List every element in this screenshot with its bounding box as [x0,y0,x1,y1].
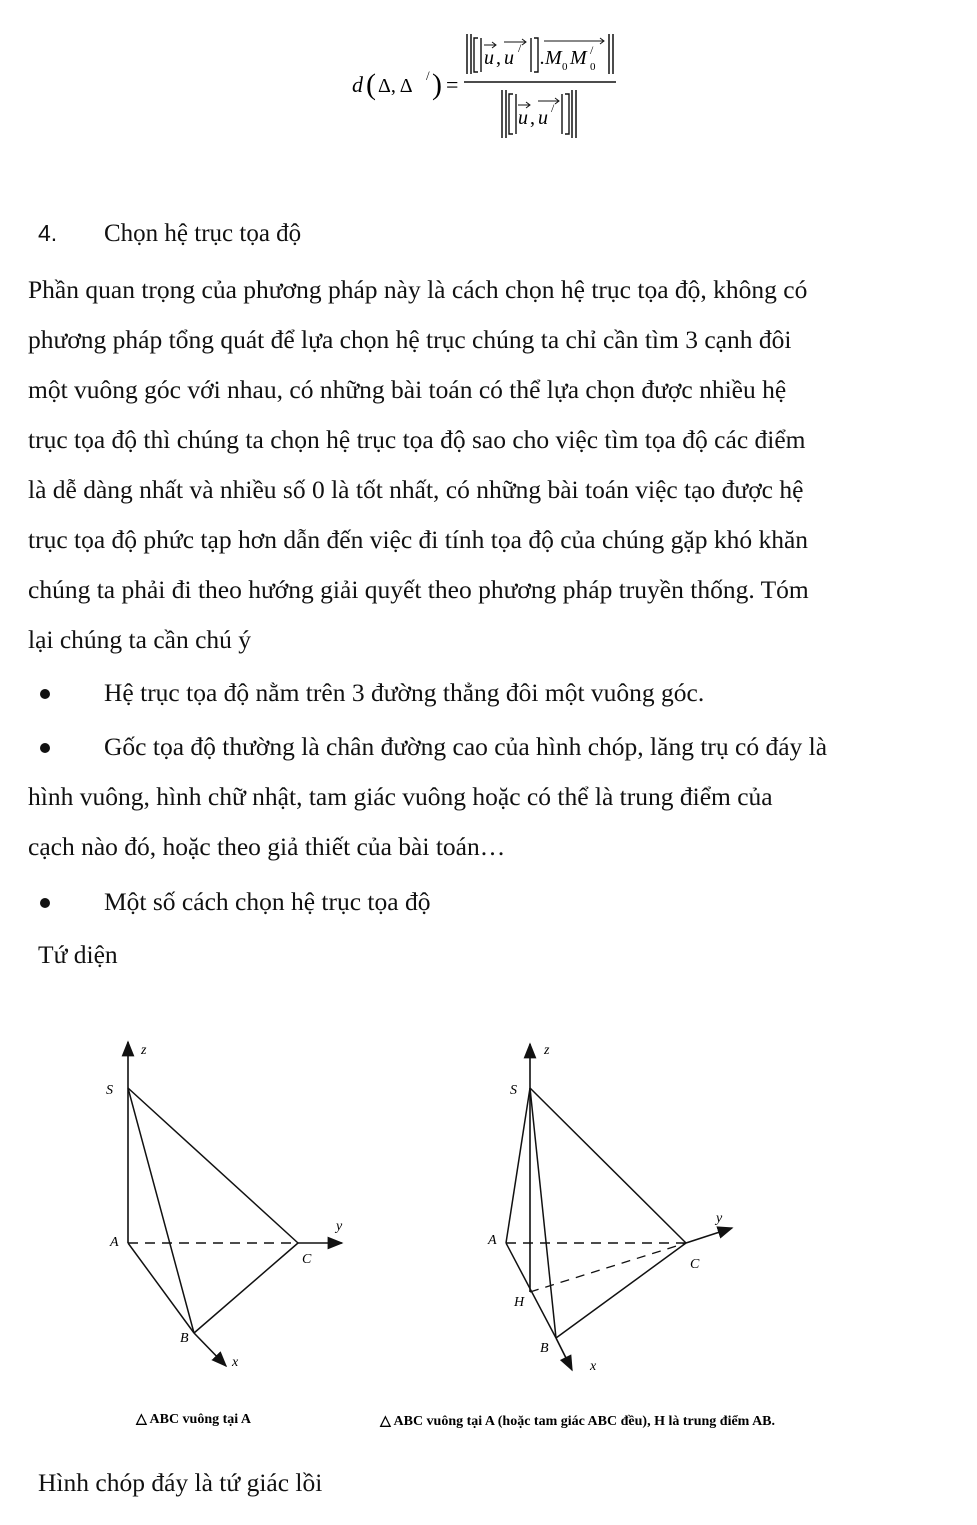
heading-number: 4. [38,220,58,246]
formula-d: d [352,72,363,97]
heading-title: Chọn hệ trục tọa độ [104,220,302,247]
bullet-item [28,877,953,927]
paragraph-line: chúng ta phải đi theo hướng giải quyết theo phương pháp truyền thống. Tóm [28,575,809,604]
bullet-continuation: hình vuông, hình chữ nhật, tam giác vuông hoặc có thể là trung điểm của [28,782,773,811]
footer-label: Hình chóp đáy là tứ giác lồi [38,1468,323,1497]
label-s: S [510,1083,517,1098]
paragraph-line: một vuông góc với nhau, có những bài toán có thể lựa chọn được nhiều hệ [28,375,787,404]
bullet-text: Hệ trục tọa độ nằm trên 3 đường thẳng đôi một vuông góc. [104,678,705,707]
formula-u-prime-mark: / [518,41,522,55]
bullet-dot-icon [40,689,50,699]
formula-prime: / [426,68,430,83]
paragraph-line: Phần quan trọng của phương pháp này là cách chọn hệ trục tọa độ, không có [28,275,808,304]
label-h: H [514,1295,525,1310]
main-paragraph [28,265,953,665]
bullet-text: Gốc tọa độ thường là chân đường cao của hình chóp, lăng trụ có đáy là [104,732,828,761]
bullet-continuation: cạch nào đó, hoặc theo giả thiết của bài toán… [28,832,506,861]
label-a: A [110,1235,119,1250]
formula-dot-m: .M [540,47,562,69]
label-s: S [106,1083,113,1098]
distance-formula-graphic [350,30,650,145]
bullet-text: Một số cách chọn hệ trục tọa độ [104,887,431,916]
figure-left-caption: △ ABC vuông tại A [136,1412,252,1427]
label-b: B [180,1331,189,1346]
formula-paren-close: ) [432,68,442,101]
label-z: z [544,1043,550,1058]
formula-equals: = [446,72,459,97]
section-label: Tứ diện [38,940,118,969]
section-heading [38,220,301,248]
bullet-dot-icon [40,743,50,753]
label-c: C [690,1257,700,1272]
formula-den-u-prime: u [538,107,548,129]
paragraph-line: phương pháp tổng quát để lựa chọn hệ trục chúng ta chỉ cần tìm 3 cạnh đôi [28,325,792,354]
figure-right [487,1043,732,1374]
label-y: y [336,1219,343,1234]
bullet-dot-icon [40,898,50,908]
paragraph-line: là dễ dàng nhất và nhiều số 0 là tốt nhất, có những bài toán việc tạo được hệ [28,475,804,504]
paragraph-line: trục tọa độ thì chúng ta chọn hệ trục tọa độ sao cho việc tìm tọa độ các điểm [28,425,806,454]
formula-args: Δ, Δ [378,75,413,97]
label-c: C [302,1252,312,1267]
formula-den-prime-mark: / [551,101,555,115]
distance-formula [350,30,650,145]
formula-sub0b: 0 [590,61,596,73]
label-y: y [716,1211,723,1226]
formula-m: M [570,47,587,69]
tetrahedron-figures [0,1030,977,1450]
bullet-item [28,722,953,872]
formula-sub0: 0 [562,61,568,73]
label-x: x [590,1359,597,1374]
label-x: x [232,1355,239,1370]
label-z: z [141,1043,147,1058]
formula-den-comma: , [530,107,535,129]
formula-u-prime: u [504,47,514,69]
formula-den-u: u [518,107,528,129]
formula-sup-prime: / [590,43,594,57]
paragraph-line: lại chúng ta cần chú ý [28,625,252,654]
label-b: B [540,1341,549,1356]
formula-paren-open: ( [366,68,376,101]
paragraph-line: trục tọa độ phức tạp hơn dẫn đến việc đi tính tọa độ của chúng gặp khó khăn [28,525,809,554]
figures-graphic [0,1030,977,1450]
figure-left [106,1042,343,1370]
formula-u: u [484,47,494,69]
figure-right-caption: △ ABC vuông tại A (hoặc tam giác ABC đều), H là trung điểm AB. [380,1414,776,1429]
bullet-item [28,668,953,718]
formula-comma: , [496,47,501,69]
label-a: A [488,1233,497,1248]
